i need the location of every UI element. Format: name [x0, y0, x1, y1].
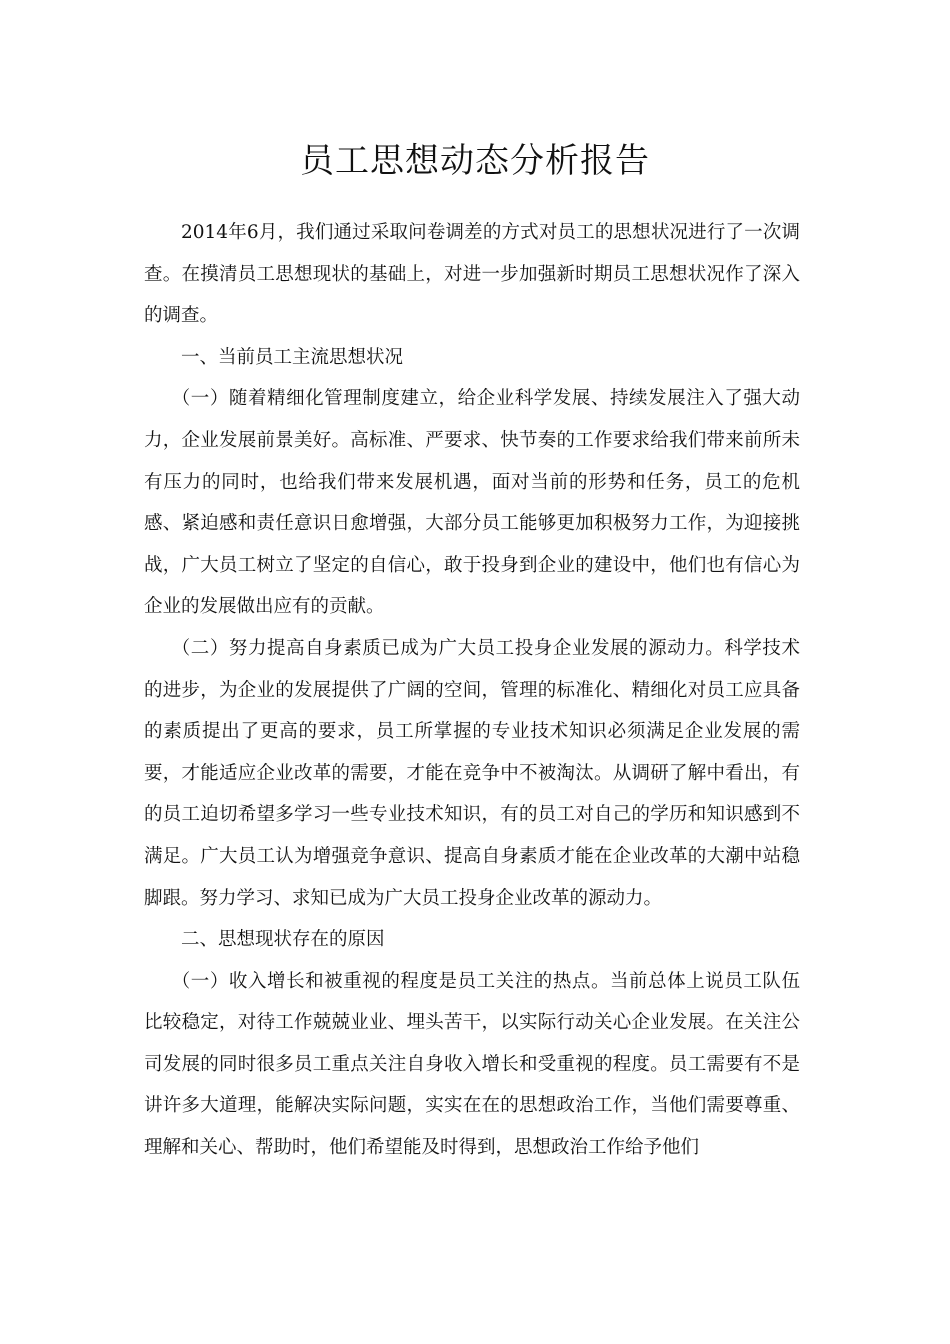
- section-1-paragraph-1: （一）随着精细化管理制度建立，给企业科学发展、持续发展注入了强大动力，企业发展前景美好。高标准、严要求、快节奏的工作要求给我们带来前所未有压力的同时，也给我们带来发展机遇，面对当前的形势和任务，员工的危机感、紧迫感和责任意识日愈增强，大部分员工能够更加积极努力工作，为迎接挑战，广大员工树立了坚定的自信心，敢于投身到企业的建设中，他们也有信心为企业的发展做出应有的贡献。: [144, 388, 800, 618]
- section-heading-2: 二、思想现状存在的原因: [181, 929, 385, 951]
- section-2-paragraph-1: （一）收入增长和被重视的程度是员工关注的热点。当前总体上说员工队伍比较稳定，对待工作兢兢业业、埋头苦干，以实际行动关心企业发展。在关注公司发展的同时很多员工重点关注自身收入增长和受重视的程度。员工需要有不是讲许多大道理，能解决实际问题，实实在在的思想政治工作，当他们需要尊重、理解和关心、帮助时，他们希望能及时得到，思想政治工作给予他们: [144, 970, 800, 1159]
- document-title: 员工思想动态分析报告: [300, 141, 650, 181]
- section-heading-1: 一、当前员工主流思想状况: [181, 346, 404, 368]
- document-body: [144, 212, 800, 1169]
- section-1-paragraph-2: （二）努力提高自身素质已成为广大员工投身企业发展的源动力。科学技术的进步，为企业的发展提供了广阔的空间，管理的标准化、精细化对员工应具备的素质提出了更高的要求，员工所掌握的专业技术知识必须满足企业发展的需要，才能适应企业改革的需要，才能在竞争中不被淘汰。从调研了解中看出，有的员工迫切希望多学习一些专业技术知识，有的员工对自己的学历和知识感到不满足。广大员工认为增强竞争意识、提高自身素质才能在企业改革的大潮中站稳脚跟。努力学习、求知已成为广大员工投身企业改革的源动力。: [144, 637, 800, 909]
- intro-paragraph: 2014年6月，我们通过采取问卷调差的方式对员工的思想状况进行了一次调查。在摸清员工思想现状的基础上，对进一步加强新时期员工思想状况作了深入的调查。: [144, 222, 800, 327]
